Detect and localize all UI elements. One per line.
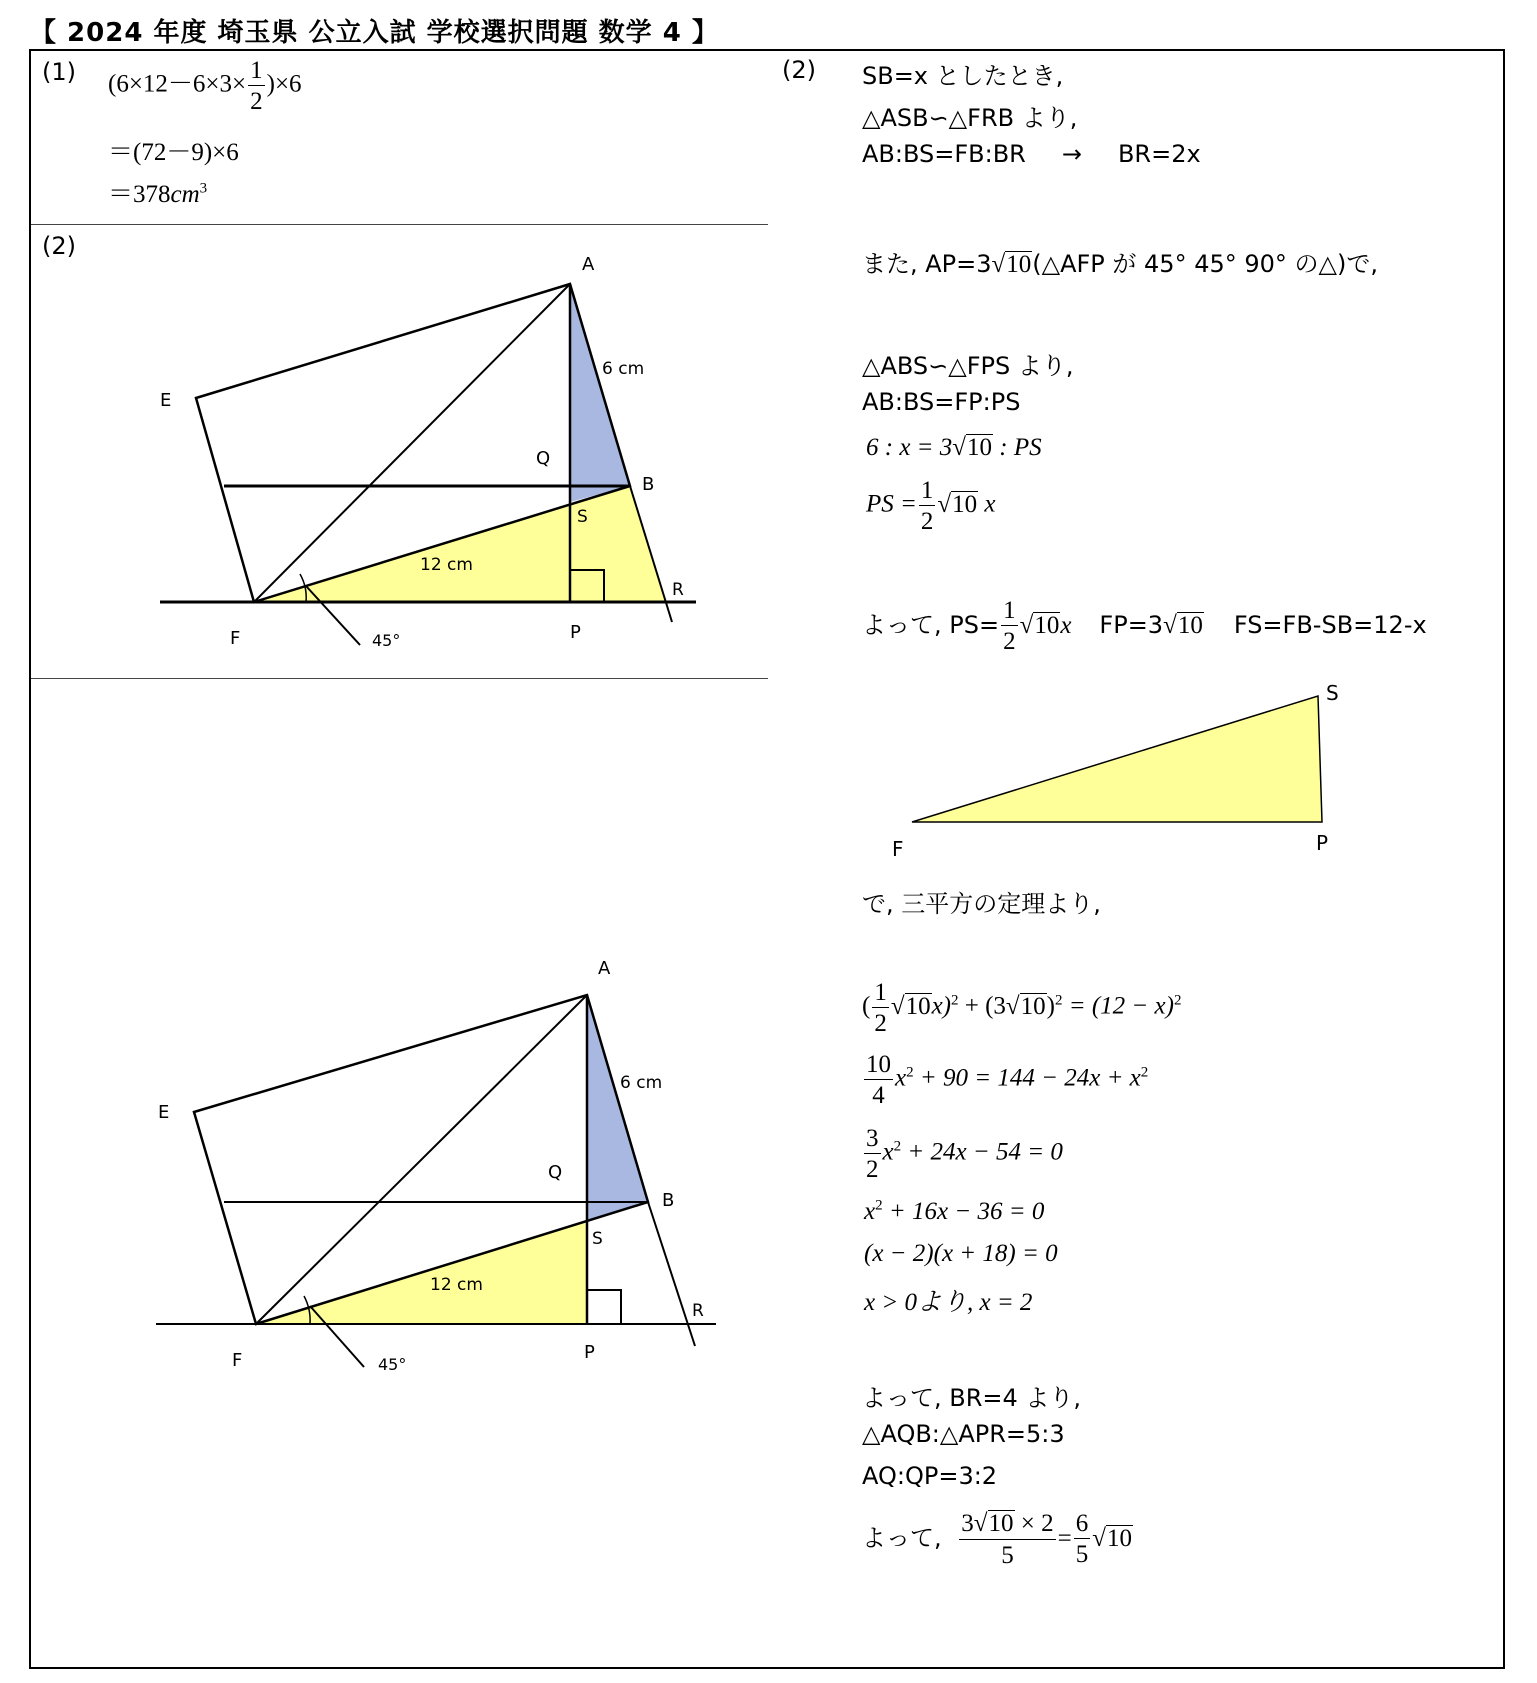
sol-line-1: SB=x としたとき,: [862, 62, 1064, 90]
label-12cm: 12 cm: [420, 555, 473, 575]
sol-line-10: で, 三平方の定理より,: [862, 890, 1101, 918]
sol-line-5: △ABS∽△FPS より,: [862, 352, 1074, 380]
label-p-2: P: [584, 1342, 595, 1363]
eq-2: $\frac{10}{4}$ $x^2 + 90 = 144 - 24x + x^2$: [866, 1051, 1149, 1109]
label-12cm-2: 12 cm: [430, 1275, 483, 1295]
diagram-bottom: [0, 950, 740, 1374]
label-s: S: [577, 507, 588, 527]
label-q: Q: [536, 448, 551, 469]
label-e: E: [160, 390, 172, 411]
solution-label: (2): [782, 56, 816, 84]
page-title: 【 2024 年度 埼玉県 公立入試 学校選択問題 数学 4 】: [30, 18, 719, 48]
eq-4: $x^2 + 16x - 36 = 0$: [864, 1197, 1045, 1225]
label-b: B: [642, 474, 655, 495]
part1-line2: ＝(72－9)×6: [108, 139, 239, 166]
label-r-2: R: [692, 1301, 704, 1321]
label-r: R: [672, 580, 684, 600]
label-a-2: A: [598, 958, 611, 979]
right-angle-mark-2: [587, 1290, 621, 1324]
sol-line-6: AB:BS=FP:PS: [862, 388, 1021, 416]
tri-label-s: S: [1326, 681, 1339, 705]
final-line-4: よって, $\frac{3√10 \times 2}{5}$ = $\frac{6}{5}$ √10: [862, 1510, 1132, 1570]
label-f-2: F: [232, 1350, 243, 1371]
part1-line1: (6×12－6×3× $\frac{1}{2}$ )×6: [108, 57, 302, 115]
eq-1: ( $\frac{1}{2}$ $√10x)^2 + (3√10)^2 = (12 - x)^2$: [862, 979, 1182, 1037]
part1-label: (1): [42, 58, 76, 86]
eq-3: $\frac{3}{2}$ $x^2 + 24x - 54 = 0$: [866, 1125, 1063, 1183]
final-line-1: よって, BR=4 より,: [862, 1384, 1082, 1412]
label-a: A: [582, 254, 595, 275]
sol-line-4: また, AP=3√10(△AFP が 45° 45° 90° の△)で,: [862, 250, 1378, 278]
label-b-2: B: [662, 1190, 675, 1211]
label-45: 45°: [372, 631, 401, 650]
label-s-2: S: [592, 1229, 603, 1249]
separator-1: [31, 224, 768, 225]
label-6cm: 6 cm: [602, 359, 645, 379]
label-q-2: Q: [548, 1162, 563, 1183]
eq-6: x > 0より, x = 2: [864, 1289, 1033, 1316]
tri-label-f: F: [892, 837, 904, 861]
sol-line-2: △ASB∽△FRB より,: [862, 104, 1078, 132]
label-f: F: [230, 628, 241, 649]
diagram-top: [0, 230, 740, 670]
sqrt-10: √10: [991, 251, 1032, 278]
sol-line-7: 6 : x = 3√10 : PS: [866, 434, 1042, 461]
yellow-triangle: [912, 696, 1322, 822]
final-line-2: △AQB:△APR=5:3: [862, 1420, 1065, 1448]
sol-line-8: PS = $\frac{1}{2}$ √10 x: [866, 477, 996, 535]
triangle-fps: [860, 680, 1360, 860]
part1-fraction: $\frac{1}{2}$: [250, 57, 263, 115]
label-e-2: E: [158, 1102, 170, 1123]
part2-label: (2): [42, 232, 76, 260]
label-45-2: 45°: [378, 1355, 407, 1374]
sol-line-3: AB:BS=FB:BR → BR=2x: [862, 140, 1201, 168]
tri-label-p: P: [1316, 831, 1329, 855]
final-line-3: AQ:QP=3:2: [862, 1462, 998, 1490]
sol-line-9: よって, PS= $\frac{1}{2}$ √10x FP=3√10 FS=FB-SB=12-x: [862, 597, 1427, 655]
eq-5: (x − 2)(x + 18) = 0: [864, 1240, 1058, 1267]
part1-line3: $=378cm^3$: [108, 180, 208, 208]
separator-2: [31, 678, 768, 679]
label-p: P: [570, 622, 581, 643]
label-6cm-2: 6 cm: [620, 1073, 663, 1093]
